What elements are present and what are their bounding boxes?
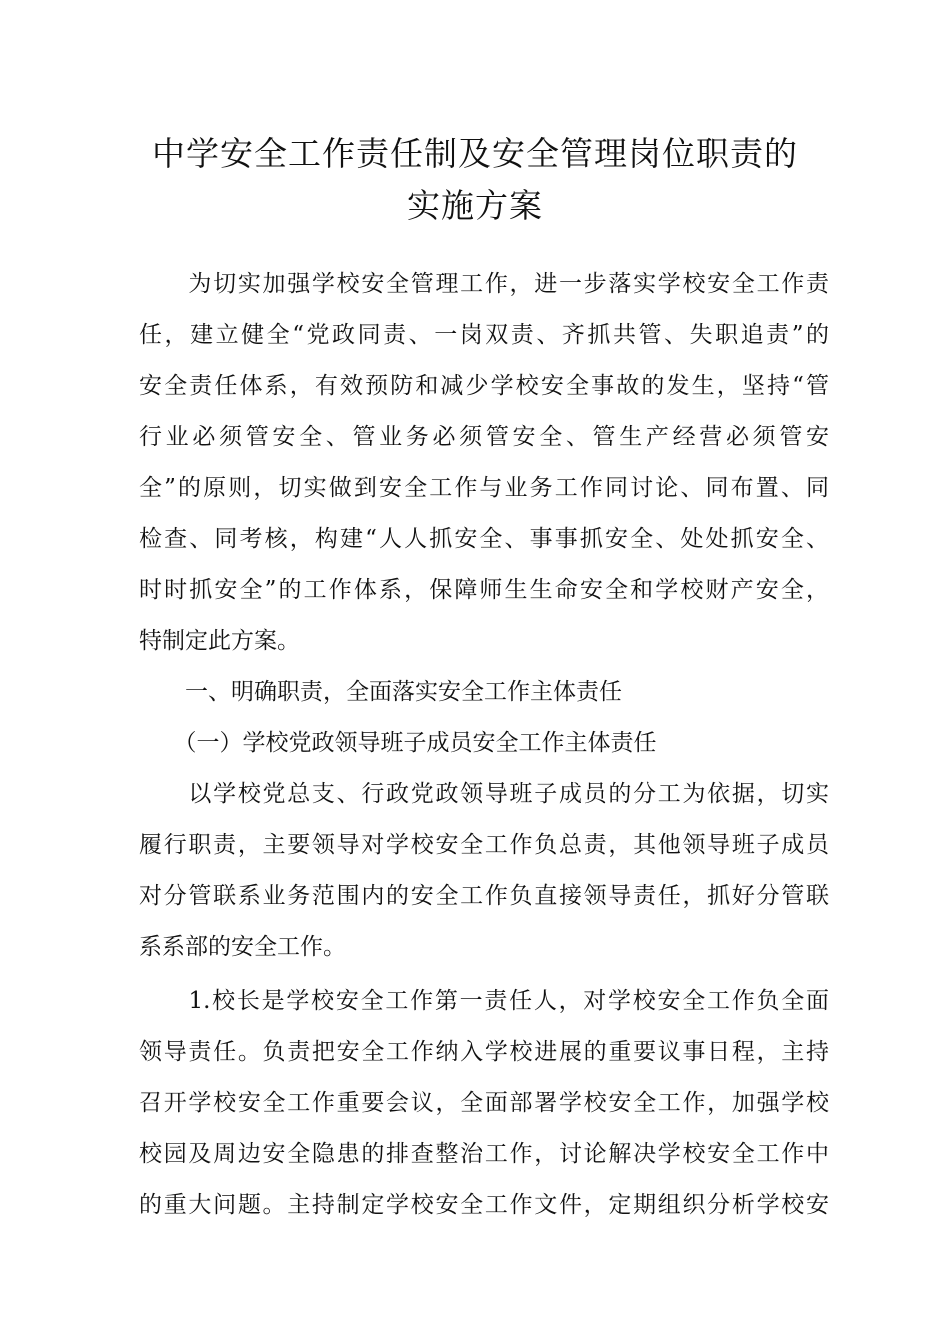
paragraph-2-line-2: 履行职责，主要领导对学校安全工作负总责，其他领导班子成员 [139, 832, 829, 858]
paragraph-1-line-1: 为切实加强学校安全管理工作，进一步落实学校安全工作责 [139, 271, 829, 297]
paragraph-1-line-5: 全”的原则，切实做到安全工作与业务工作同讨论、同布置、同 [139, 475, 829, 501]
paragraph-2-line-4: 系系部的安全工作。 [139, 934, 346, 960]
paragraph-2-line-1: 以学校党总支、行政党政领导班子成员的分工为依据，切实 [139, 781, 829, 807]
section-heading-2: （一）学校党政领导班子成员安全工作主体责任 [139, 730, 657, 756]
paragraph-2-line-3: 对分管联系业务范围内的安全工作负直接领导责任，抓好分管联 [139, 883, 829, 909]
paragraph-1-line-6: 检查、同考核，构建“人人抓安全、事事抓安全、处处抓安全、 [139, 526, 829, 552]
section-heading-1: 一、明确职责，全面落实安全工作主体责任 [139, 679, 622, 705]
paragraph-1-line-4: 行业必须管安全、管业务必须管安全、管生产经营必须管安 [139, 424, 829, 450]
paragraph-3-line-2: 领导责任。负责把安全工作纳入学校进展的重要议事日程，主持 [139, 1039, 829, 1065]
paragraph-1-line-7: 时时抓安全”的工作体系，保障师生生命安全和学校财产安全， [139, 577, 829, 603]
paragraph-1-line-8: 特制定此方案。 [139, 628, 300, 654]
paragraph-3-line-4: 校园及周边安全隐患的排查整治工作，讨论解决学校安全工作中 [139, 1141, 829, 1167]
paragraph-1-line-3: 安全责任体系，有效预防和减少学校安全事故的发生，坚持“管 [139, 373, 829, 399]
document-title-line-1: 中学安全工作责任制及安全管理岗位职责的 [152, 134, 798, 173]
document-title-line-2: 实施方案 [407, 186, 543, 225]
paragraph-3-line-3: 召开学校安全工作重要会议，全面部署学校安全工作，加强学校 [139, 1090, 829, 1116]
paragraph-3-line-1: 1.校长是学校安全工作第一责任人，对学校安全工作负全面 [139, 988, 829, 1014]
paragraph-3-line-5: 的重大问题。主持制定学校安全工作文件，定期组织分析学校安 [139, 1192, 829, 1218]
paragraph-1-line-2: 任，建立健全“党政同责、一岗双责、齐抓共管、失职追责”的 [139, 322, 829, 348]
